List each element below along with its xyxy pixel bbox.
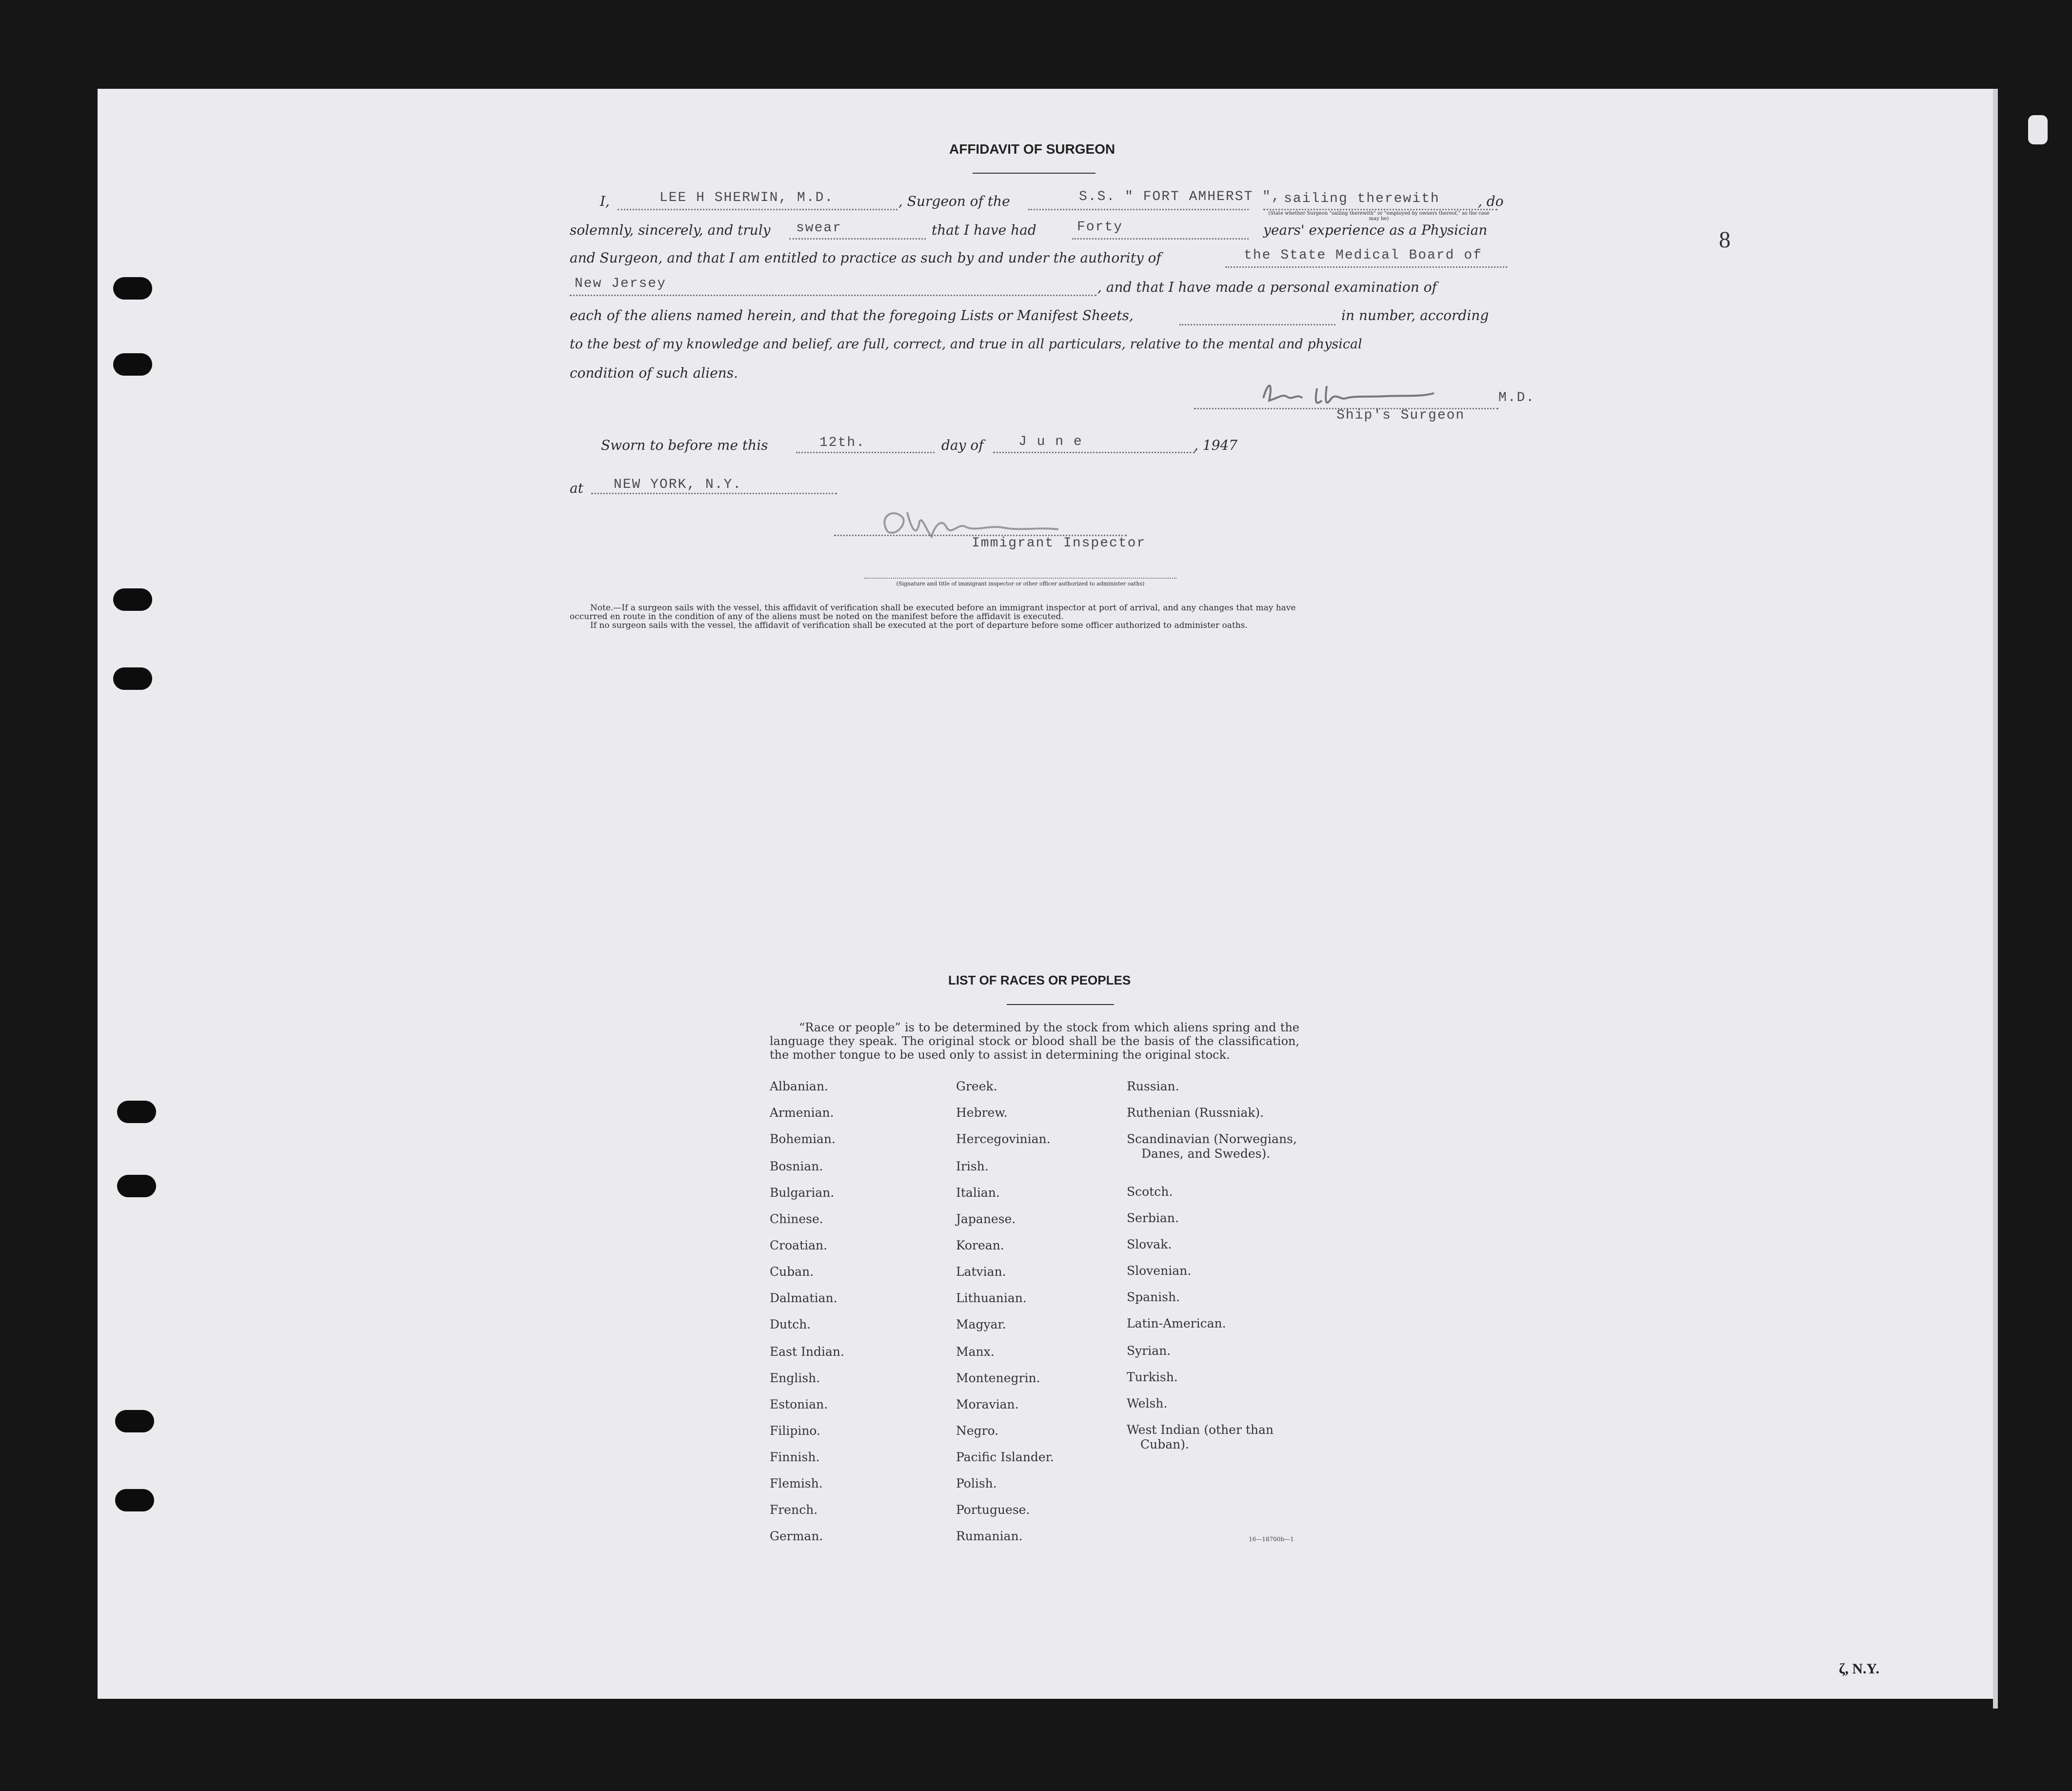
authority-text1: the State Medical Board of (1244, 248, 1482, 263)
affidavit-title: AFFIDAVIT OF SURGEON (949, 141, 1116, 157)
race-item: Danes, and Swedes). (1141, 1147, 1271, 1161)
status-note: (State whether Surgeon "sailing therewith" or "employed by owners thereof," as the case may be) (1268, 211, 1490, 221)
race-item: East Indian. (770, 1345, 844, 1359)
race-item: Polish. (956, 1476, 997, 1490)
surgeon-name: LEE H SHERWIN, M.D. (659, 190, 834, 205)
race-item: Turkish. (1127, 1370, 1178, 1384)
race-item: Magyar. (956, 1317, 1006, 1331)
race-item: Chinese. (770, 1212, 823, 1226)
note-line-3: If no surgeon sails with the vessel, the affidavit of verification shall be executed at the port of departure before some officer authorized to administer oaths. (590, 621, 1248, 630)
race-item: Irish. (956, 1159, 989, 1173)
years-experience-label: years' experience as a Physician (1263, 222, 1488, 238)
page-edge (1993, 89, 1998, 1709)
title-rule (973, 173, 1096, 174)
oath-line (789, 238, 926, 240)
page-number: 8 (1719, 227, 1731, 253)
race-item: Latvian. (956, 1265, 1006, 1279)
race-item: Armenian. (770, 1106, 834, 1120)
i-label: I, (600, 193, 610, 209)
race-item: Syrian. (1127, 1344, 1171, 1358)
race-item: Negro. (956, 1424, 999, 1438)
place-line (591, 493, 837, 494)
race-item: Slovenian. (1127, 1264, 1192, 1278)
race-item: Pacific Islander. (956, 1450, 1054, 1464)
status-line (1263, 209, 1497, 210)
punch-hole (113, 667, 152, 690)
race-item: Welsh. (1127, 1396, 1168, 1410)
ships-surgeon-label: Ship's Surgeon (1336, 408, 1465, 423)
ship-name: S.S. " FORT AMHERST ", (1079, 189, 1281, 204)
race-item: Lithuanian. (956, 1291, 1027, 1305)
form-number: 16—18700b—1 (1249, 1536, 1294, 1543)
race-item: Bulgarian. (770, 1186, 835, 1200)
race-item: Spanish. (1127, 1290, 1180, 1304)
md-suffix: M.D. (1498, 390, 1535, 405)
oath-word: swear (796, 221, 842, 236)
sailing-status: sailing therewith (1284, 191, 1440, 206)
races-title: LIST OF RACES OR PEOPLES (948, 973, 1131, 987)
race-item: Dutch. (770, 1317, 811, 1331)
race-item: Serbian. (1127, 1211, 1179, 1225)
name-line (618, 209, 897, 210)
race-item: Cuban). (1140, 1437, 1189, 1451)
surgeon-of-the-label: , Surgeon of the (898, 193, 1010, 209)
sworn-day: 12th. (819, 435, 866, 450)
race-item: Croatian. (770, 1238, 828, 1252)
race-item: Finnish. (770, 1450, 820, 1464)
punch-hole (115, 1489, 154, 1511)
race-item: Hebrew. (956, 1106, 1008, 1120)
race-item: Portuguese. (956, 1503, 1030, 1517)
knowledge-label: to the best of my knowledge and belief, are full, correct, and true in all particulars, relative to the mental and physical (570, 337, 1362, 352)
signature-caption: (Signature and title of immigrant inspector or other officer authorized to administer oaths) (896, 581, 1145, 587)
race-item: West Indian (other than (1127, 1423, 1274, 1437)
punch-hole (115, 1410, 154, 1432)
race-item: Japanese. (956, 1212, 1016, 1226)
race-item: Bosnian. (770, 1159, 823, 1173)
punch-hole (113, 353, 152, 376)
ship-line (1028, 209, 1249, 210)
condition-label: condition of such aliens. (570, 365, 738, 381)
years-line (1072, 238, 1249, 240)
race-item: French. (770, 1503, 818, 1517)
caption-line (864, 578, 1176, 579)
race-item: Korean. (956, 1238, 1004, 1252)
authority-line2 (570, 295, 1096, 296)
sworn-month: J u n e (1018, 434, 1083, 449)
that-i-have-had-label: that I have had (932, 222, 1036, 238)
race-item: Scotch. (1127, 1185, 1173, 1199)
race-item: Slovak. (1127, 1237, 1172, 1251)
inspector-title: Immigrant Inspector (972, 536, 1146, 551)
sworn-day-line (796, 452, 935, 453)
race-item: Latin-American. (1127, 1316, 1226, 1330)
day-of-label: day of (941, 437, 984, 453)
race-item: Estonian. (770, 1397, 828, 1411)
race-item: Montenegrin. (956, 1371, 1040, 1385)
race-item: Hercegovinian. (956, 1132, 1051, 1146)
sworn-month-line (993, 452, 1195, 453)
punch-hole (113, 277, 152, 300)
punch-hole (117, 1175, 156, 1197)
aliens-label: each of the aliens named herein, and that the foregoing Lists or Manifest Sheets, (570, 307, 1134, 323)
punch-hole (117, 1101, 156, 1123)
races-title-rule (1007, 1004, 1114, 1005)
years-value: Forty (1077, 220, 1123, 235)
race-item: Scandinavian (Norwegians, (1127, 1132, 1297, 1146)
race-item: Bohemian. (770, 1132, 836, 1146)
corner-text: ζ, N.Y. (1839, 1661, 1879, 1677)
at-label: at (570, 480, 583, 496)
race-item: Flemish. (770, 1476, 823, 1490)
note-line-2: occurred en route in the condition of any of the aliens must be noted on the manifest before the affidavit is executed. (570, 612, 1064, 622)
sheets-count-line (1179, 324, 1335, 325)
authority-text2: New Jersey (575, 276, 667, 291)
race-item: German. (770, 1529, 823, 1543)
in-number-label: in number, according (1341, 307, 1489, 323)
place-value: NEW YORK, N.Y. (614, 477, 742, 492)
race-item: Dalmatian. (770, 1291, 837, 1305)
race-item: Manx. (956, 1345, 995, 1359)
year-label: , 1947 (1194, 437, 1238, 453)
race-item: Russian. (1127, 1079, 1179, 1093)
race-item: Filipino. (770, 1424, 820, 1438)
solemnly-label: solemnly, sincerely, and truly (570, 222, 771, 238)
race-item: Albanian. (770, 1079, 829, 1093)
race-item: Moravian. (956, 1397, 1019, 1411)
race-item: Ruthenian (Russniak). (1127, 1106, 1264, 1120)
race-item: English. (770, 1371, 820, 1385)
sworn-label: Sworn to before me this (601, 437, 768, 453)
and-surgeon-label: and Surgeon, and that I am entitled to practice as such by and under the authority of (570, 250, 1161, 266)
race-item: Italian. (956, 1186, 1000, 1200)
race-item: Cuban. (770, 1265, 814, 1279)
races-intro: “Race or people” is to be determined by the stock from which aliens spring and the language they speak. The original stock or blood shall be the basis of the classification, the mother tongue to be used only to assist in determining the original stock. (770, 1021, 1299, 1062)
authority-line1 (1225, 266, 1507, 268)
race-item: Greek. (956, 1079, 997, 1093)
examination-label: , and that I have made a personal examination of (1097, 279, 1437, 295)
tear-mark (2028, 115, 2048, 144)
punch-hole (113, 588, 152, 611)
note-line-1: Note.—If a surgeon sails with the vessel, this affidavit of verification shall be executed before an immigrant inspector at port of arrival, and any changes that may have (590, 603, 1296, 613)
race-item: Rumanian. (956, 1529, 1023, 1543)
do-label: , do (1478, 193, 1504, 209)
